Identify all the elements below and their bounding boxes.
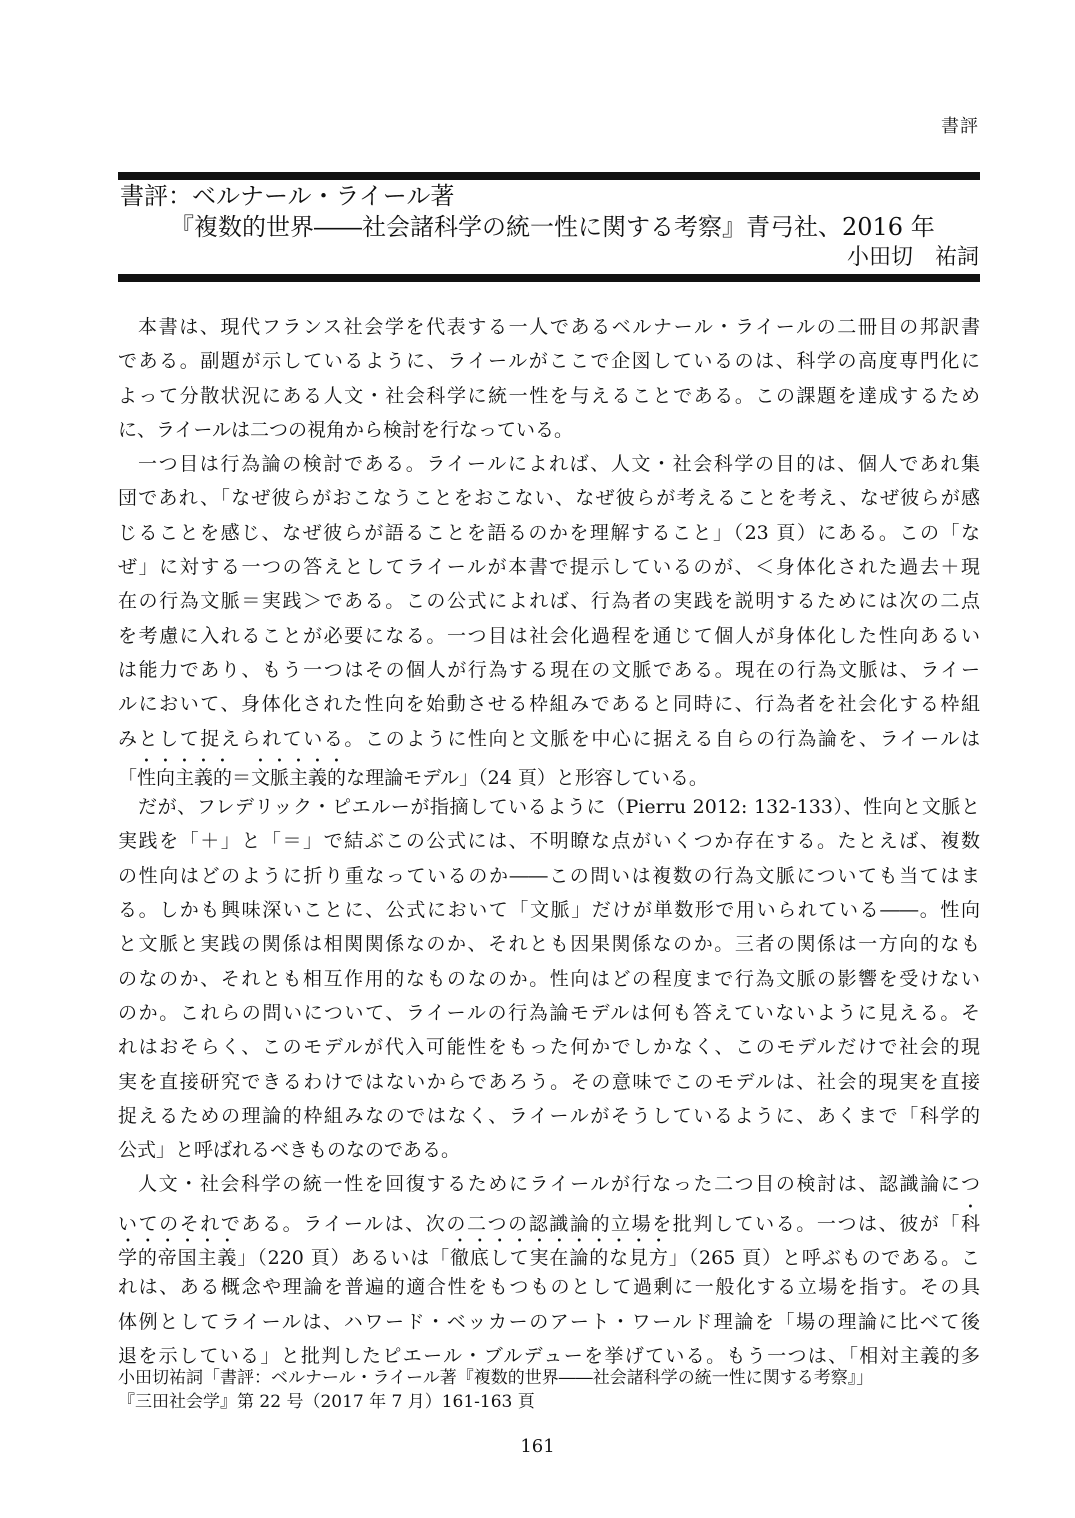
body-line: のか。これらの問いについて、ライールの行為論モデルは何も答えていないように見える。そ [118,1001,980,1024]
body-line: よって分散状況にある人文・社会科学に統一性を与えることである。この課題を達成するため [118,384,980,407]
book-title: 『複数的世界――社会諸科学の統一性に関する考察』青弓社、2016 年 [170,213,935,241]
text-span: ＝ [232,766,252,789]
body-line: 体例としてライールは、ハワード・ベッカーのアート・ワールド理論を「場の理論に比べて後 [118,1310,980,1333]
text-span: な理論モデル」（24 頁）と形容している。 [346,766,708,789]
body-line: じることを感じ、なぜ彼らが語ることを語るのかを理解すること」（23 頁）にある。この「な [118,521,980,544]
citation-footer [118,1366,873,1414]
body-line: 実を直接研究できるわけではないからであろう。その意味でこのモデルは、社会的現実を直接 [118,1070,980,1093]
body-line [118,1202,980,1236]
body-line: る。しかも興味深いことに、公式において「文脈」だけが単数形で用いられている――。性向 [118,899,980,922]
emphasized-term: 学的帝国主義 [118,1247,238,1270]
emphasized-term: 科 [960,1212,980,1235]
body-line: れはおそらく、このモデルが代入可能性をもった何かでしかなく、このモデルだけで社会的現 [118,1036,980,1059]
body-line: ルにおいて、身体化された性向を始動させる枠組みであると同時に、行為者を社会化する枠組 [118,693,980,716]
text-span: 」（220 頁）あるいは「 [237,1247,450,1270]
body-line: れは、ある概念や理論を普遍的適合性をもつものとして過剰に一般化する立場を指す。その具 [118,1276,980,1299]
body-line: 一つ目は行為論の検討である。ライールによれば、人文・社会科学の目的は、個人であれ集 [138,453,980,476]
body-line: は能力であり、もう一つはその個人が行為する現在の文脈である。現在の行為文脈は、ライー [118,658,980,681]
body-line: のなのか、それとも相互作用的なものなのか。性向はどの程度まで行為文脈の影響を受けない [118,967,980,990]
text-span: 」（265 頁）と呼ぶものである。こ [668,1247,980,1270]
running-head: 書評 [941,116,979,137]
body-line: を考慮に入れることが必要になる。一つ目は社会化過程を通じて個人が身体化した性向あるい [118,624,980,647]
body-line: である。副題が示しているように、ライールがここで企図しているのは、科学の高度専門化に [118,350,980,373]
body-line: みとして捉えられている。このように性向と文脈を中心に据える自らの行為論を、ライールは [118,727,980,750]
emphasized-term: 文脈主義的 [251,766,347,789]
review-title: 書評：ベルナール・ライール著 [120,182,455,210]
body-line: だが、フレデリック・ピエルーが指摘しているように（Pierru 2012: 132-133）、性向と文脈と [138,796,980,819]
body-line: 在の行為文脈＝実践＞である。この公式によれば、行為者の実践を説明するためには次の二点 [118,590,980,613]
body-line: 実践を「＋」と「＝」で結ぶこの公式には、不明瞭な点がいくつか存在する。たとえば、複数 [118,830,980,853]
body-line: 人文・社会科学の統一性を回復するためにライールが行なった二つ目の検討は、認識論につ [138,1173,980,1196]
review-author: 小田切 祐詞 [846,245,979,270]
body-line: 公式」と呼ばれるべきものなのである。 [118,1139,461,1162]
body-line: 退を示している」と批判したピエール・ブルデューを挙げている。もう一つは、「相対主義的多 [118,1344,980,1367]
body-line: 団であれ、「なぜ彼らがおこなうことをおこない、なぜ彼らが考えることを考え、なぜ彼らが感 [118,487,980,510]
body-line: ぜ」に対する一つの答えとしてライールが本書で提示しているのが、＜身体化された過去＋現 [118,556,980,579]
citation-line-2: 『三田社会学』第 22 号（2017 年 7 月）161-163 頁 [118,1392,535,1412]
body-line [118,756,980,790]
title-rule-top [118,172,980,180]
page-number: 161 [520,1436,555,1457]
body-line: 捉えるための理論的枠組みなのではなく、ライールがそうしているように、あくまで「科学的 [118,1104,980,1127]
body-line: に、ライールは二つの視角から検討を行なっている。 [118,418,574,441]
text-span: 「 [118,766,138,789]
title-rule-bottom [118,274,980,282]
body-line: と文脈と実践の関係は相関関係なのか、それとも因果関係なのか。三者の関係は一方向的なも [118,933,980,956]
review-body [118,310,980,1373]
body-line: 本書は、現代フランス社会学を代表する一人であるベルナール・ライールの二冊目の邦訳書 [138,316,980,338]
body-line: の性向はどのように折り重なっているのか――この問いは複数の行為文脈についても当てはま [118,864,980,887]
emphasized-term: 徹底して実在論的な見方 [450,1247,669,1270]
emphasized-term: 性向主義的 [137,766,233,789]
text-span: いてのそれである。ライールは、次の二つの認識論的立場を批判している。一つは、彼が「 [118,1212,961,1235]
body-line [118,1236,980,1270]
citation-line-1: 小田切祐詞「書評：ベルナール・ライール著『複数的世界――社会諸科学の統一性に関する考察』」 [118,1368,874,1388]
